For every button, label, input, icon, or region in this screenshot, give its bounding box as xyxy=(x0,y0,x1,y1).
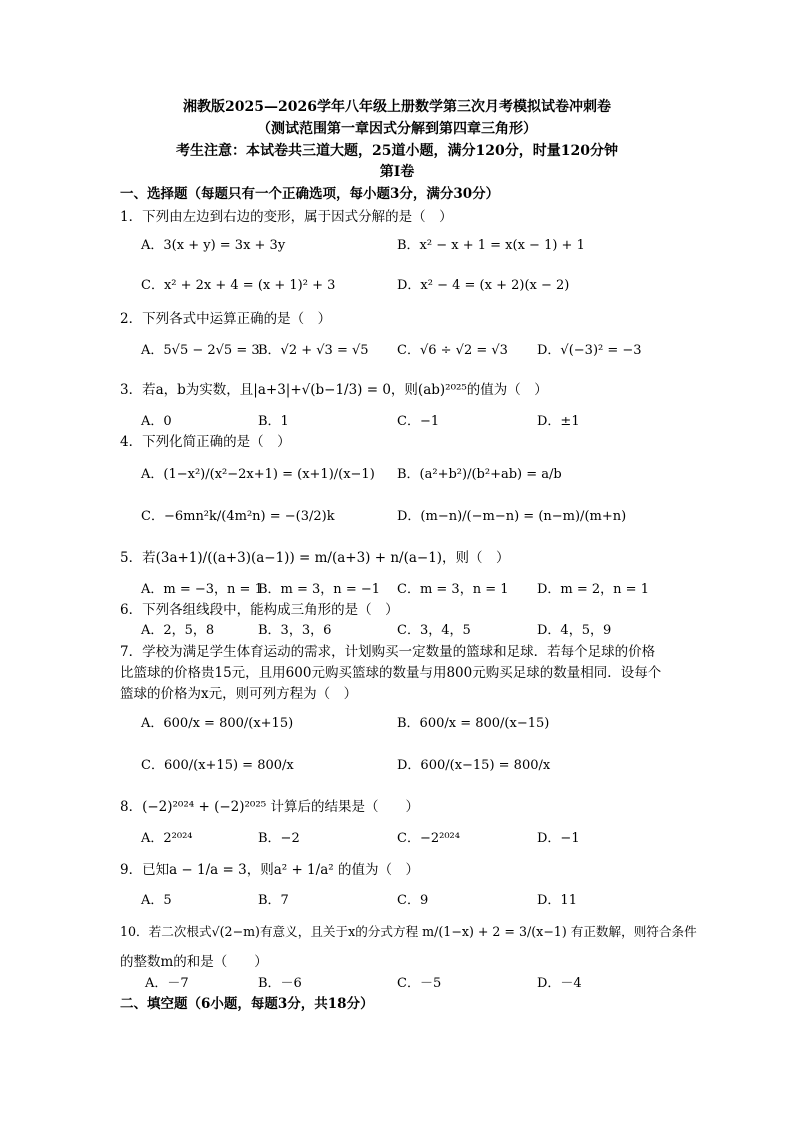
question-5-option-c: C．m = 3，n = 1 xyxy=(397,582,509,597)
question-3-option-a: A．0 xyxy=(141,414,172,429)
question-3-stem: 3．若a，b为实数，且|a+3|+√(b−1/3) = 0，则(ab)²⁰²⁵的值为（ ） xyxy=(120,382,548,398)
question-2-option-d: D．√(−3)² = −3 xyxy=(537,343,642,358)
question-8-option-d: D．−1 xyxy=(537,831,580,846)
question-10-line-2: 的整数m的和是（ ） xyxy=(120,954,268,970)
question-2-option-b: B．√2 + √3 = √5 xyxy=(258,343,369,358)
question-6-option-c: C．3，4，5 xyxy=(397,623,471,638)
question-4-stem: 4．下列化简正确的是（ ） xyxy=(120,434,291,450)
question-5-option-b: B．m = 3，n = −1 xyxy=(258,582,381,597)
question-7-option-c: C．600/(x+15) = 800/x xyxy=(141,758,294,773)
question-8-option-a: A．2²⁰²⁴ xyxy=(141,831,193,846)
question-10-option-a: A．－7 xyxy=(145,976,189,991)
question-1-option-a: A．3(x + y) = 3x + 3y xyxy=(141,238,286,253)
question-6-stem: 6．下列各组线段中，能构成三角形的是（ ） xyxy=(120,602,399,618)
question-10-option-c: C．－5 xyxy=(397,976,442,991)
question-8-option-c: C．−2²⁰²⁴ xyxy=(397,831,460,846)
question-2-stem: 2．下列各式中运算正确的是（ ） xyxy=(120,311,332,327)
section-heading-fill-in: 二、填空题（6小题，每题3分，共18分） xyxy=(120,996,374,1012)
question-4-option-d: D．(m−n)/(−m−n) = (n−m)/(m+n) xyxy=(397,509,627,524)
question-1-option-b: B．x² − x + 1 = x(x − 1) + 1 xyxy=(397,238,585,253)
volume-label: 第Ⅰ卷 xyxy=(379,164,415,180)
exam-title: 湘教版2025—2026学年八年级上册数学第三次月考模拟试卷冲刺卷 xyxy=(183,99,611,115)
question-10-option-b: B．－6 xyxy=(258,976,302,991)
question-5-option-d: D．m = 2，n = 1 xyxy=(537,582,649,597)
question-2-option-c: C．√6 ÷ √2 = √3 xyxy=(397,343,508,358)
question-9-option-d: D．11 xyxy=(537,893,577,908)
question-7-option-d: D．600/(x−15) = 800/x xyxy=(397,758,551,773)
question-2-option-a: A．5√5 − 2√5 = 3 xyxy=(141,343,260,358)
question-4-option-c: C．−6mn²k/(4m²n) = −(3/2)k xyxy=(141,509,335,524)
question-6-option-a: A．2，5，8 xyxy=(141,623,215,638)
exam-subtitle: （测试范围第一章因式分解到第四章三角形） xyxy=(257,121,537,137)
question-3-option-c: C．−1 xyxy=(397,414,440,429)
question-5-stem: 5．若(3a+1)/((a+3)(a−1)) = m/(a+3) + n/(a−1)，则（ ） xyxy=(120,550,510,566)
question-9-option-b: B．7 xyxy=(258,893,289,908)
question-5-option-a: A．m = −3，n = 1 xyxy=(141,582,263,597)
question-4-option-b: B．(a²+b²)/(b²+ab) = a/b xyxy=(397,467,562,482)
question-7-line-2: 比篮球的价格贵15元，且用600元购买篮球的数量与用800元购买足球的数量相同．设每个 xyxy=(120,665,662,681)
question-7-option-a: A．600/x = 800/(x+15) xyxy=(141,716,294,731)
question-8-option-b: B．−2 xyxy=(258,831,300,846)
question-10-option-d: D．－4 xyxy=(537,976,582,991)
question-4-option-a: A．(1−x²)/(x²−2x+1) = (x+1)/(x−1) xyxy=(141,467,375,482)
question-9-stem: 9．已知a − 1/a = 3，则a² + 1/a² 的值为（ ） xyxy=(120,862,419,878)
question-3-option-d: D．±1 xyxy=(537,414,580,429)
exam-notice: 考生注意：本试卷共三道大题，25道小题，满分120分，时量120分钟 xyxy=(176,143,618,159)
question-1-option-c: C．x² + 2x + 4 = (x + 1)² + 3 xyxy=(141,278,336,293)
question-7-line-3: 篮球的价格为x元，则可列方程为（ ） xyxy=(120,686,358,702)
question-7-line-1: 7．学校为满足学生体育运动的需求，计划购买一定数量的篮球和足球．若每个足球的价格 xyxy=(120,644,656,660)
question-6-option-b: B．3，3，6 xyxy=(258,623,332,638)
question-10-line-1: 10．若二次根式√(2−m)有意义，且关于x的分式方程 m/(1−x) + 2 = 3/(x−1) 有正数解，则符合条件 xyxy=(120,924,697,939)
question-9-option-c: C．9 xyxy=(397,893,429,908)
question-7-option-b: B．600/x = 800/(x−15) xyxy=(397,716,550,731)
question-3-option-b: B．1 xyxy=(258,414,289,429)
section-heading-choice: 一、选择题（每题只有一个正确选项，每小题3分，满分30分） xyxy=(120,186,500,202)
question-6-option-d: D．4，5，9 xyxy=(537,623,612,638)
question-1-stem: 1．下列由左边到右边的变形，属于因式分解的是（ ） xyxy=(120,209,453,225)
question-9-option-a: A．5 xyxy=(141,893,172,908)
question-1-option-d: D．x² − 4 = (x + 2)(x − 2) xyxy=(397,278,570,293)
question-8-stem: 8．(−2)²⁰²⁴ + (−2)²⁰²⁵ 计算后的结果是（ ） xyxy=(120,799,419,815)
